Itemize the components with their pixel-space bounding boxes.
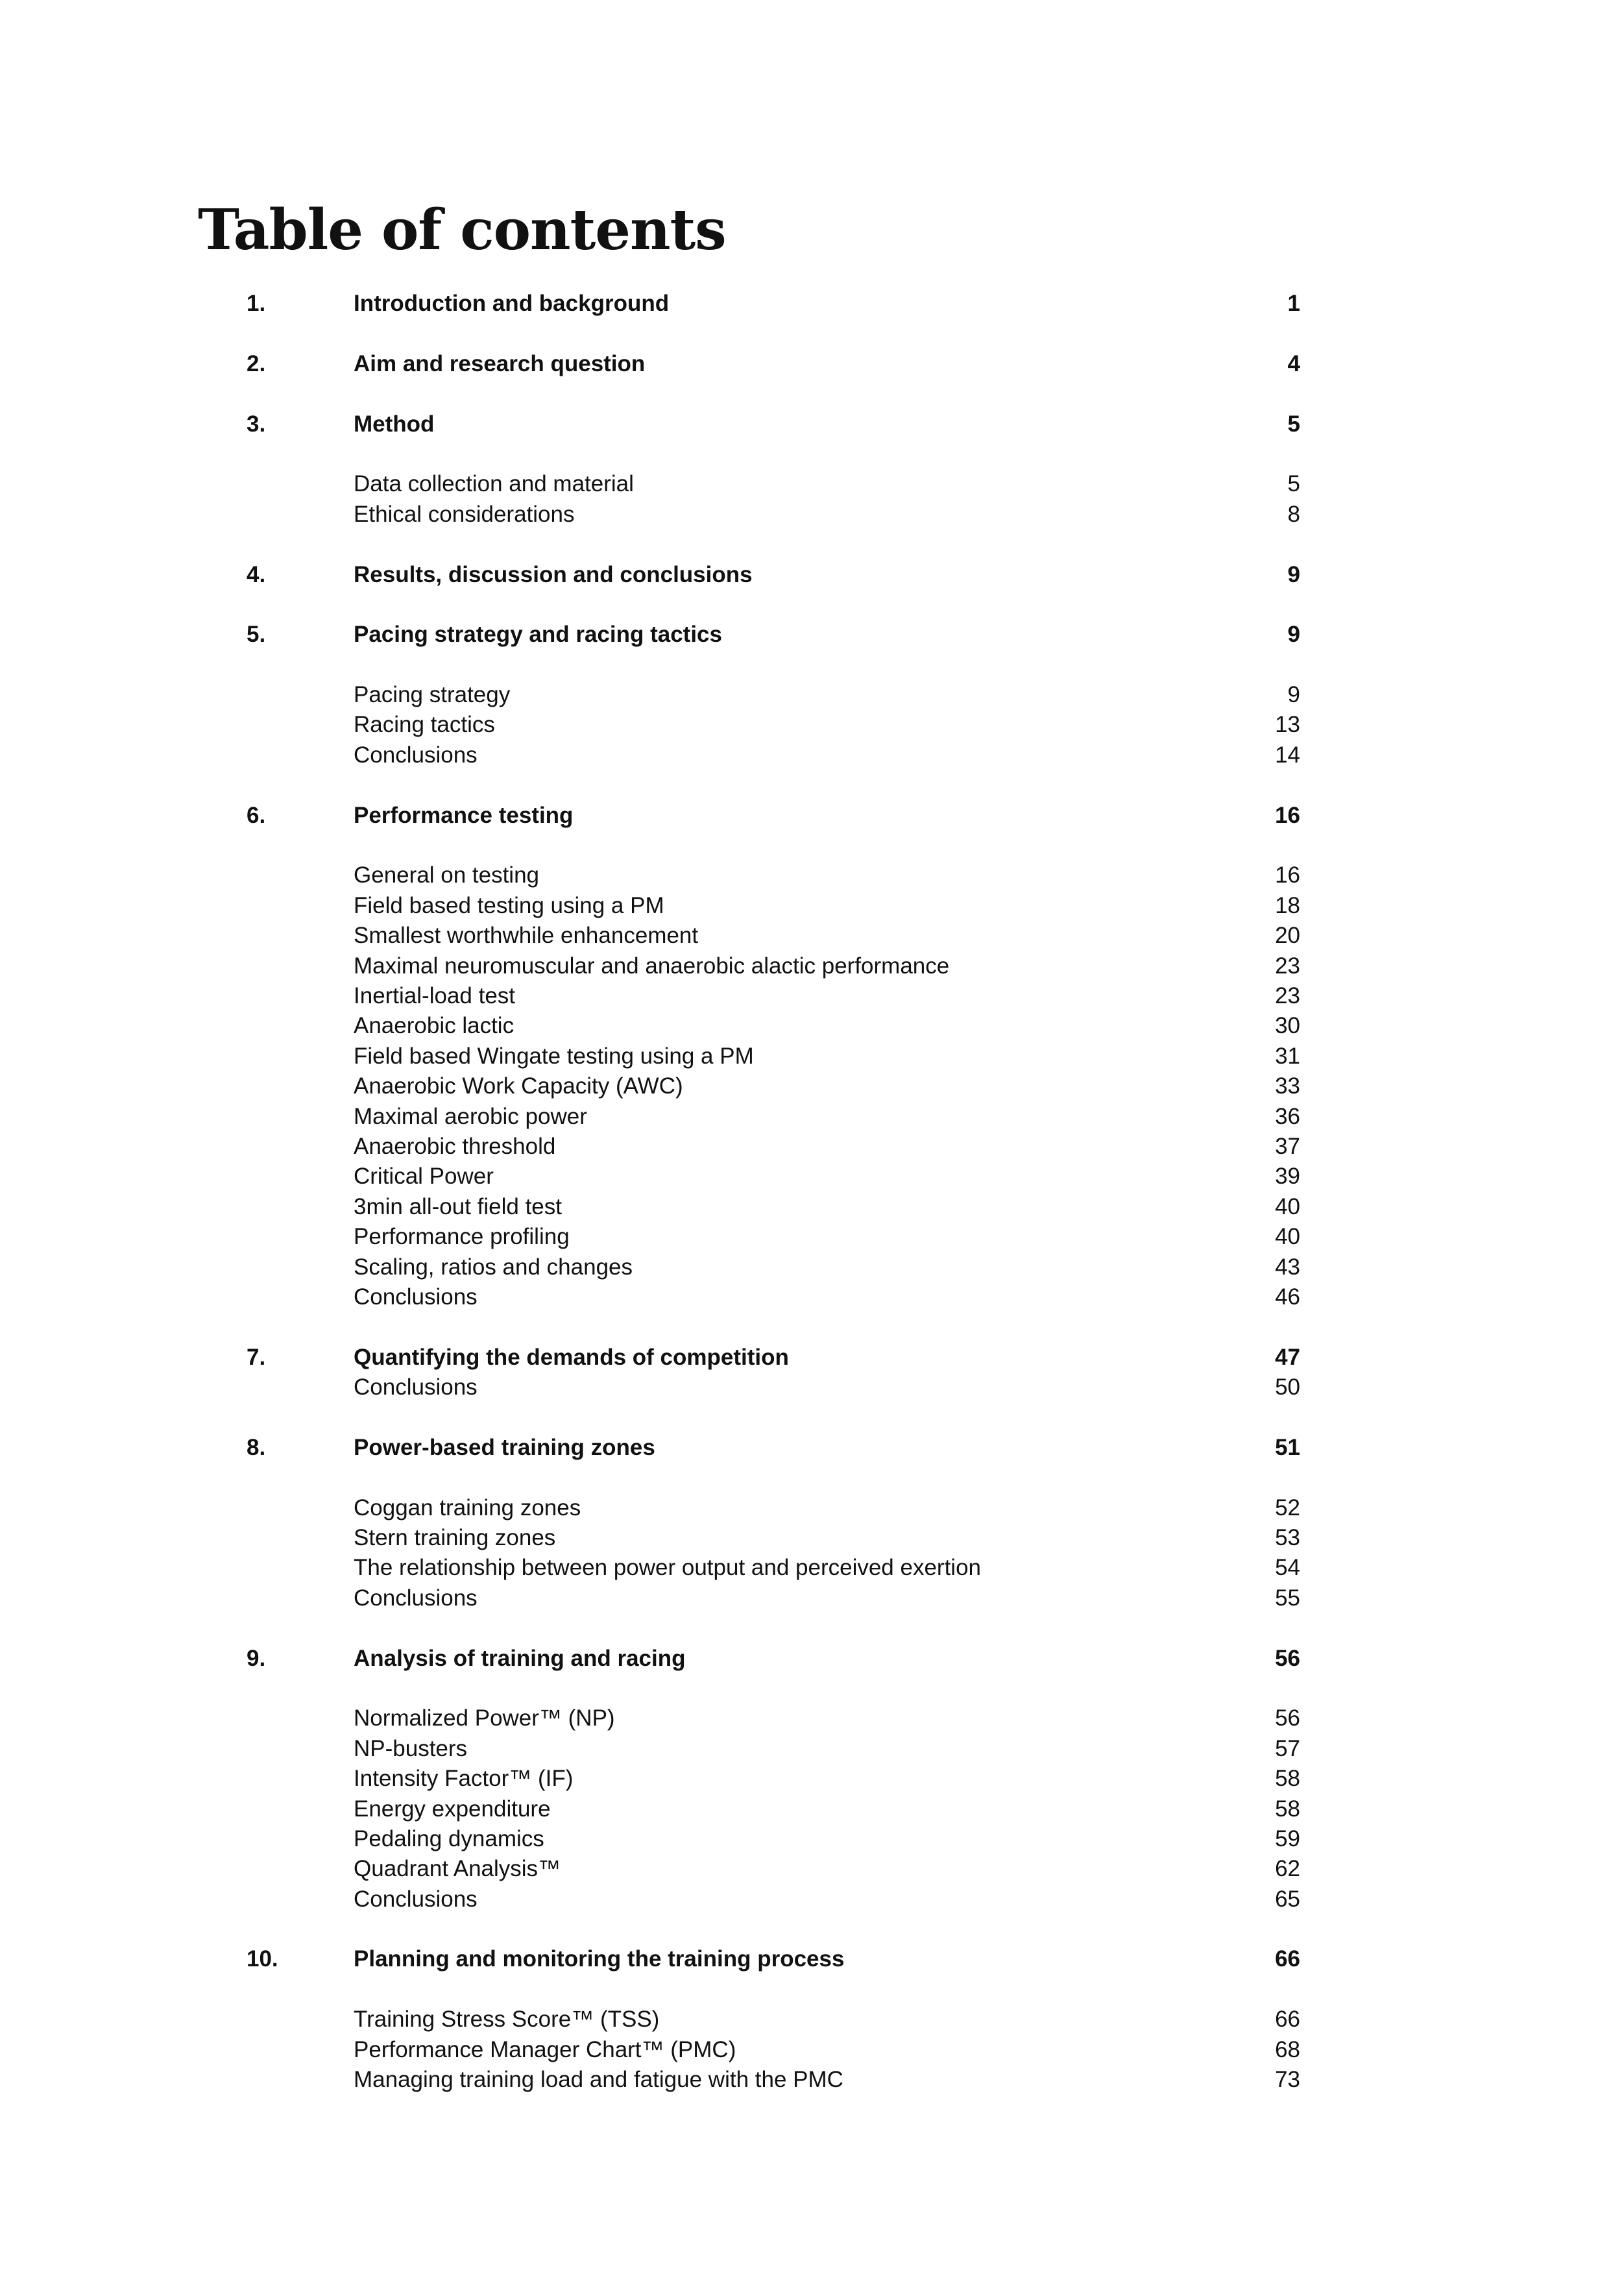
toc-section-row xyxy=(0,1523,1622,1553)
toc-section-row xyxy=(0,1493,1622,1523)
toc-chapter-number: 6. xyxy=(247,802,266,828)
toc-spacer xyxy=(0,1402,1622,1432)
toc-page-number: 23 xyxy=(1275,953,1300,979)
toc-section-title: Intensity Factor™ (IF) xyxy=(354,1766,574,1792)
toc-section-title: Coggan training zones xyxy=(354,1495,581,1520)
toc-section-title: Conclusions xyxy=(354,1374,478,1400)
toc-section-row xyxy=(0,710,1622,740)
toc-chapter-title: Planning and monitoring the training process xyxy=(354,1946,845,1972)
toc-section-title: Racing tactics xyxy=(354,712,495,738)
toc-page-number: 8 xyxy=(1287,501,1300,527)
toc-section-row xyxy=(0,1162,1622,1191)
toc-spacer xyxy=(0,831,1622,861)
toc-page-number: 66 xyxy=(1275,1946,1300,1972)
toc-section-row xyxy=(0,1583,1622,1613)
toc-page-number: 57 xyxy=(1275,1735,1300,1761)
toc-section-row xyxy=(0,469,1622,499)
toc-spacer xyxy=(0,1975,1622,2005)
toc-chapter-title: Aim and research question xyxy=(354,350,646,376)
toc-page-number: 54 xyxy=(1275,1555,1300,1581)
toc-page-number: 66 xyxy=(1275,2007,1300,2033)
toc-page-number: 31 xyxy=(1275,1043,1300,1069)
toc-chapter-number: 9. xyxy=(247,1645,266,1671)
toc-section-row xyxy=(0,1373,1622,1402)
toc-spacer xyxy=(0,650,1622,680)
toc-page-number: 52 xyxy=(1275,1495,1300,1520)
toc-spacer xyxy=(0,1312,1622,1342)
toc-chapter-row xyxy=(0,560,1622,590)
toc-chapter-title: Performance testing xyxy=(354,802,574,828)
toc-chapter-number: 2. xyxy=(247,350,266,376)
toc-spacer xyxy=(0,379,1622,409)
toc-section-row xyxy=(0,1854,1622,1884)
toc-chapter-row xyxy=(0,1433,1622,1463)
toc-section-title: Critical Power xyxy=(354,1164,494,1190)
toc-section-row xyxy=(0,2065,1622,2095)
toc-section-row xyxy=(0,951,1622,981)
toc-section-title: Energy expenditure xyxy=(354,1796,551,1822)
toc-section-row xyxy=(0,1222,1622,1252)
toc-page-number: 55 xyxy=(1275,1585,1300,1611)
toc-page-number: 23 xyxy=(1275,983,1300,1008)
toc-page-number: 68 xyxy=(1275,2036,1300,2062)
toc-page-number: 62 xyxy=(1275,1856,1300,1882)
toc-page-number: 58 xyxy=(1275,1796,1300,1822)
toc-page-number: 18 xyxy=(1275,892,1300,918)
toc-page-number: 9 xyxy=(1287,622,1300,648)
toc-section-row xyxy=(0,680,1622,710)
toc-section-title: 3min all-out field test xyxy=(354,1193,562,1219)
toc-page-number: 16 xyxy=(1275,802,1300,828)
table-of-contents xyxy=(0,289,1622,2095)
toc-chapter-number: 8. xyxy=(247,1434,266,1460)
toc-section-row xyxy=(0,1011,1622,1041)
toc-page-number: 33 xyxy=(1275,1073,1300,1099)
toc-page-number: 53 xyxy=(1275,1525,1300,1551)
toc-section-title: Pedaling dynamics xyxy=(354,1826,544,1851)
toc-page-number: 46 xyxy=(1275,1284,1300,1310)
toc-page-number: 51 xyxy=(1275,1434,1300,1460)
toc-page-number: 14 xyxy=(1275,742,1300,768)
toc-section-title: Stern training zones xyxy=(354,1525,556,1551)
toc-spacer xyxy=(0,770,1622,800)
toc-section-title: General on testing xyxy=(354,862,540,888)
toc-section-row xyxy=(0,1192,1622,1222)
toc-chapter-row xyxy=(0,289,1622,319)
toc-page-number: 20 xyxy=(1275,923,1300,949)
toc-section-title: Quadrant Analysis™ xyxy=(354,1856,561,1882)
toc-section-row xyxy=(0,981,1622,1011)
toc-chapter-row xyxy=(0,1944,1622,1974)
toc-page-number: 30 xyxy=(1275,1013,1300,1039)
toc-spacer xyxy=(0,319,1622,348)
toc-page-number: 1 xyxy=(1287,291,1300,316)
toc-section-title: Conclusions xyxy=(354,742,478,768)
toc-section-title: Performance Manager Chart™ (PMC) xyxy=(354,2036,736,2062)
toc-page-number: 59 xyxy=(1275,1826,1300,1851)
toc-section-row xyxy=(0,1885,1622,1914)
toc-spacer xyxy=(0,530,1622,559)
toc-section-title: Field based Wingate testing using a PM xyxy=(354,1043,754,1069)
toc-section-row xyxy=(0,1042,1622,1071)
toc-section-row xyxy=(0,1764,1622,1794)
toc-section-title: Ethical considerations xyxy=(354,501,575,527)
toc-page-number: 56 xyxy=(1275,1645,1300,1671)
toc-section-row xyxy=(0,1553,1622,1583)
toc-section-title: Conclusions xyxy=(354,1585,478,1611)
toc-page-number: 40 xyxy=(1275,1193,1300,1219)
toc-section-row xyxy=(0,861,1622,890)
toc-page-number: 9 xyxy=(1287,682,1300,708)
toc-section-title: Data collection and material xyxy=(354,471,634,497)
toc-page-number: 16 xyxy=(1275,862,1300,888)
toc-section-row xyxy=(0,740,1622,770)
toc-page-number: 5 xyxy=(1287,411,1300,437)
toc-chapter-row xyxy=(0,801,1622,831)
toc-section-title: Anaerobic Work Capacity (AWC) xyxy=(354,1073,683,1099)
toc-spacer xyxy=(0,590,1622,620)
toc-section-title: Anaerobic lactic xyxy=(354,1013,514,1039)
toc-section-row xyxy=(0,1794,1622,1824)
toc-page-number: 39 xyxy=(1275,1164,1300,1190)
toc-chapter-number: 4. xyxy=(247,561,266,587)
toc-page-number: 58 xyxy=(1275,1766,1300,1792)
toc-section-row xyxy=(0,921,1622,951)
toc-page-number: 56 xyxy=(1275,1705,1300,1731)
toc-chapter-title: Pacing strategy and racing tactics xyxy=(354,622,722,648)
toc-section-title: Conclusions xyxy=(354,1284,478,1310)
toc-section-title: Maximal aerobic power xyxy=(354,1103,587,1129)
toc-section-row xyxy=(0,2005,1622,2034)
toc-page-number: 65 xyxy=(1275,1886,1300,1912)
toc-section-row xyxy=(0,500,1622,530)
toc-chapter-title: Power-based training zones xyxy=(354,1434,655,1460)
toc-spacer xyxy=(0,439,1622,469)
toc-chapter-number: 3. xyxy=(247,411,266,437)
toc-page-number: 47 xyxy=(1275,1344,1300,1370)
toc-page-number: 73 xyxy=(1275,2067,1300,2093)
toc-section-row xyxy=(0,1132,1622,1162)
toc-page-number: 43 xyxy=(1275,1254,1300,1280)
toc-section-title: Performance profiling xyxy=(354,1224,570,1250)
toc-section-title: The relationship between power output and perceived exertion xyxy=(354,1555,982,1581)
toc-section-title: Anaerobic threshold xyxy=(354,1133,556,1159)
toc-page-number: 5 xyxy=(1287,471,1300,497)
toc-section-title: Smallest worthwhile enhancement xyxy=(354,923,699,949)
toc-section-title: Conclusions xyxy=(354,1886,478,1912)
toc-chapter-title: Results, discussion and conclusions xyxy=(354,561,753,587)
toc-chapter-row xyxy=(0,409,1622,439)
toc-section-title: Field based testing using a PM xyxy=(354,892,664,918)
toc-page-number: 4 xyxy=(1287,350,1300,376)
toc-section-row xyxy=(0,1282,1622,1312)
toc-section-title: Inertial-load test xyxy=(354,983,516,1008)
toc-chapter-number: 5. xyxy=(247,622,266,648)
toc-section-row xyxy=(0,1071,1622,1101)
toc-page-number: 50 xyxy=(1275,1374,1300,1400)
toc-chapter-title: Method xyxy=(354,411,435,437)
page-title: Table of contents xyxy=(198,197,726,263)
toc-page-number: 9 xyxy=(1287,561,1300,587)
toc-chapter-row xyxy=(0,620,1622,650)
toc-section-row xyxy=(0,1734,1622,1764)
toc-spacer xyxy=(0,1613,1622,1643)
toc-section-title: Training Stress Score™ (TSS) xyxy=(354,2007,660,2033)
toc-chapter-title: Introduction and background xyxy=(354,291,670,316)
toc-chapter-number: 10. xyxy=(247,1946,278,1972)
toc-chapter-title: Quantifying the demands of competition xyxy=(354,1344,789,1370)
toc-section-row xyxy=(0,1252,1622,1282)
toc-spacer xyxy=(0,1674,1622,1704)
toc-section-row xyxy=(0,1824,1622,1854)
toc-section-title: Scaling, ratios and changes xyxy=(354,1254,633,1280)
toc-chapter-number: 1. xyxy=(247,291,266,316)
toc-chapter-row xyxy=(0,1644,1622,1674)
toc-section-title: Maximal neuromuscular and anaerobic alactic performance xyxy=(354,953,950,979)
toc-chapter-row xyxy=(0,349,1622,379)
toc-spacer xyxy=(0,1463,1622,1493)
toc-section-title: NP-busters xyxy=(354,1735,468,1761)
toc-chapter-title: Analysis of training and racing xyxy=(354,1645,686,1671)
toc-section-row xyxy=(0,1102,1622,1132)
toc-section-row xyxy=(0,891,1622,921)
toc-section-title: Pacing strategy xyxy=(354,682,511,708)
toc-section-row xyxy=(0,1704,1622,1733)
toc-section-title: Managing training load and fatigue with the PMC xyxy=(354,2067,843,2093)
toc-spacer xyxy=(0,1914,1622,1944)
toc-page-number: 37 xyxy=(1275,1133,1300,1159)
toc-page-number: 40 xyxy=(1275,1224,1300,1250)
toc-section-row xyxy=(0,2035,1622,2065)
toc-page-number: 13 xyxy=(1275,712,1300,738)
toc-page-number: 36 xyxy=(1275,1103,1300,1129)
toc-chapter-row xyxy=(0,1343,1622,1373)
toc-section-title: Normalized Power™ (NP) xyxy=(354,1705,615,1731)
toc-chapter-number: 7. xyxy=(247,1344,266,1370)
